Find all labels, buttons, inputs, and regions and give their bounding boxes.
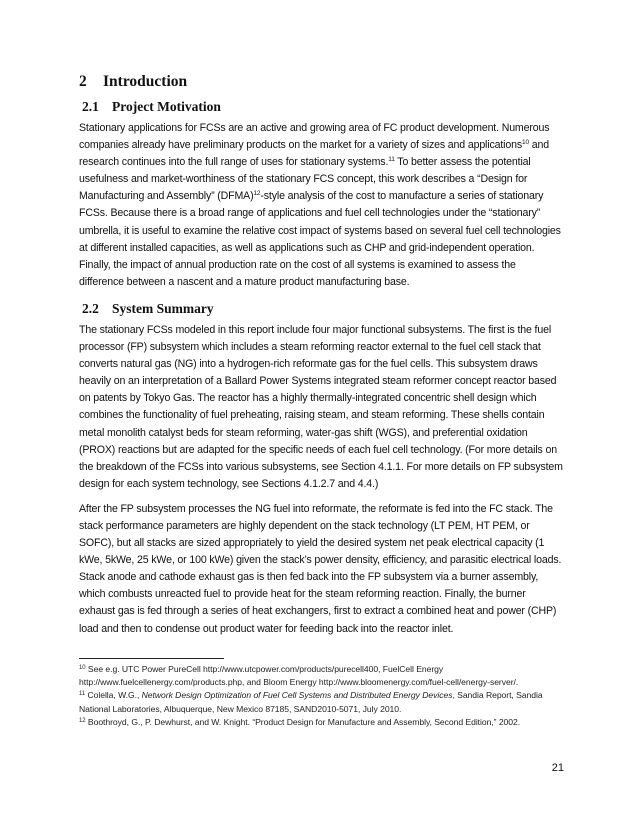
footnotes	[79, 658, 563, 729]
paragraph-text: -style analysis of the cost to manufacture a series of stationary FCSs. Because there is a broad range of applications and fuel cell technologies under the “stationary” umbrella, it is useful to examine the relative cost impact of systems based on several fuel cell technologies at different installed capacities, as well as applications such as CHP and grid-independent operation. Finally, the impact of annual production rate on the cost of all systems is examined to assess the difference between a nascent and a mature product manufacturing base.	[79, 190, 561, 288]
section-number: 2	[79, 73, 87, 90]
footnote-title: Network Design Optimization of Fuel Cell Systems and Distributed Energy Devices	[141, 690, 453, 701]
footnote-11	[79, 689, 563, 715]
footnote-number: 11	[79, 691, 86, 698]
footnote-number: 10	[79, 665, 86, 671]
main-content	[79, 72, 563, 638]
subsection-title: Project Motivation	[112, 99, 221, 114]
footnote-text: Boothroyd, G., P. Dewhurst, and W. Knight. “Product Design for Manufacture and Assembly, Second Edition,” 2002.	[85, 716, 521, 727]
footnote-text: , Sandia Report, Sandia National Laboratories, Albuquerque, New Mexico 87185, SAND2010-5071, July 2010.	[79, 690, 543, 714]
subsection-number: 2.1	[82, 99, 99, 114]
section-title: Introduction	[103, 73, 188, 90]
paragraph-project-motivation	[79, 120, 563, 291]
subsection-heading-project-motivation	[79, 98, 563, 116]
page-number: 21	[551, 762, 564, 774]
paragraph-system-summary-2: After the FP subsystem processes the NG fuel into reformate, the reformate is fed into the FC stack. The stack performance parameters are highly dependent on the stack technology (LT PEM, HT PEM, or SOFC), but all stacks are sized appropriately to yield the desired system net peak electrical capacity (1 kWe, 5kWe, 25 kWe, or 100 kWe) given the stack’s power density, efficiency, and parasitic electrical loads. Stack anode and cathode exhaust gas is then fed back into the FP subsystem via a burner assembly, which combusts unreacted fuel to provide heat for the steam reforming reaction. Finally, the burner exhaust gas is fed through a series of heat exchangers, first to extract a combined heat and power (CHP) load and then to condense out product water for feeding back into the reactor inlet.	[79, 502, 562, 635]
paragraph-text: To better assess the potential usefulness and market-worthiness of the stationary FCS concept, this work describes a “Design for Manufacturing and Assembly” (DFMA)	[79, 156, 531, 203]
footnote-divider	[79, 658, 224, 659]
subsection-heading-system-summary	[79, 300, 563, 318]
footnote-10	[79, 663, 563, 689]
paragraph-text: Stationary applications for FCSs are an active and growing area of FC product development. Numerous companies already have preliminary products on the market for a variety of sizes and applications	[79, 122, 550, 152]
footnote-12	[79, 716, 563, 729]
footnote-ref: 12	[253, 190, 261, 198]
section-heading	[79, 72, 563, 92]
footnote-text: Colella, W.G.,	[85, 690, 142, 701]
footnote-number: 12	[79, 717, 86, 724]
footnote-ref: 11	[388, 156, 395, 164]
paragraph-system-summary-1: The stationary FCSs modeled in this report include four major functional subsystems. The first is the fuel processor (FP) subsystem which includes a steam reforming reactor external to the fuel cell stack that converts natural gas (NG) into a hydrogen-rich reformate gas for the fuel cells. This subsystem draws heavily on an interpretation of a Ballard Power Systems integrated steam reformer concept reactor based on patents by Tokyo Gas. The reactor has a highly thermally-integrated concentric shell design which combines the functionality of fuel preheating, raising steam, and steam reforming. These shells contain metal monolith catalyst beds for steam reforming, water-gas shift (WGS), and preferential oxidation (PROX) reactions but are adapted for the specific needs of each fuel cell technology. (For more details on the breakdown of the FCSs into various subsystems, see Section 4.1.1. For more details on FP subsystem design for each system technology, see Sections 4.1.2.7 and 4.4.)	[79, 323, 563, 490]
footnote-ref: 10	[521, 139, 529, 147]
subsection-title: System Summary	[112, 300, 214, 316]
footnote-text: See e.g. UTC Power PureCell http://www.utcpower.com/products/purecell400, FuelCell Energy http://www.fuelcellenergy.com/products.php, and Bloom Energy http://www.bloomenergy.com/fuel-cell/energy-server/.	[79, 664, 519, 688]
subsection-number: 2.2	[82, 300, 99, 316]
paragraph-text: and research continues into the full range of uses for stationary systems.	[79, 139, 549, 169]
